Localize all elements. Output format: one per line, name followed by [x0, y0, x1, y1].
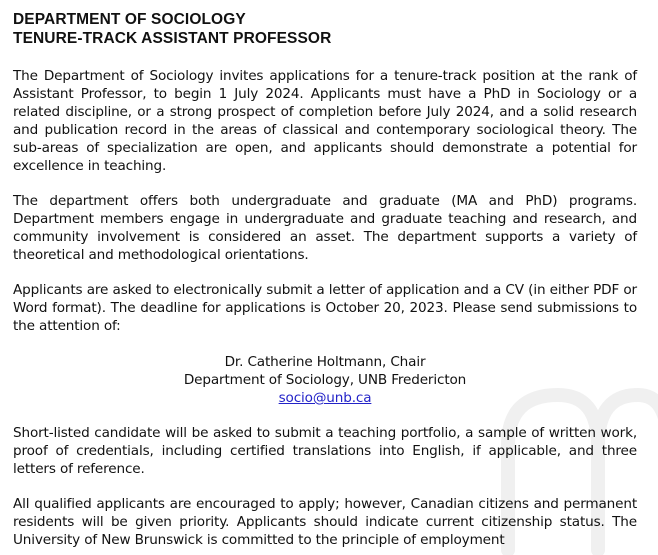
eligibility-paragraph: All qualified applicants are encouraged to apply; however, Canadian citizens and permanent residents will be given priority. Applicants should indicate current citizenship status. The University of New Brunswick is committed to the principle of employment: [13, 496, 637, 548]
job-posting: [13, 10, 637, 549]
programs-paragraph: The department offers both undergraduate and graduate (MA and PhD) programs. Department members engage in undergraduate and graduate teaching and research, and community involvement is considered an asset. The department supports a variety of theoretical and methodological orientations.: [13, 193, 637, 263]
contact-email-link[interactable]: socio@unb.ca: [278, 390, 372, 406]
contact-block: [13, 353, 637, 407]
department-heading: DEPARTMENT OF SOCIOLOGY: [13, 11, 246, 28]
contact-department: Department of Sociology, UNB Fredericton: [183, 372, 467, 388]
shortlist-paragraph: Short-listed candidate will be asked to submit a teaching portfolio, a sample of written work, proof of credentials, including certified translations into English, if applicable, and three letters of reference.: [13, 425, 637, 477]
contact-name: Dr. Catherine Holtmann, Chair: [224, 354, 426, 370]
application-paragraph: Applicants are asked to electronically submit a letter of application and a CV (in either PDF or Word format). The deadline for applications is October 20, 2023. Please send submissions to the attention of:: [13, 282, 637, 334]
position-heading: TENURE-TRACK ASSISTANT PROFESSOR: [13, 30, 332, 47]
intro-paragraph: The Department of Sociology invites applications for a tenure-track position at the rank of Assistant Professor, to begin 1 July 2024. Applicants must have a PhD in Sociology or a related discipline, or a strong prospect of completion before July 2024, and a solid research and publication record in the areas of classical and contemporary sociological theory. The sub-areas of specialization are open, and applicants should demonstrate a potential for excellence in teaching.: [13, 68, 637, 174]
